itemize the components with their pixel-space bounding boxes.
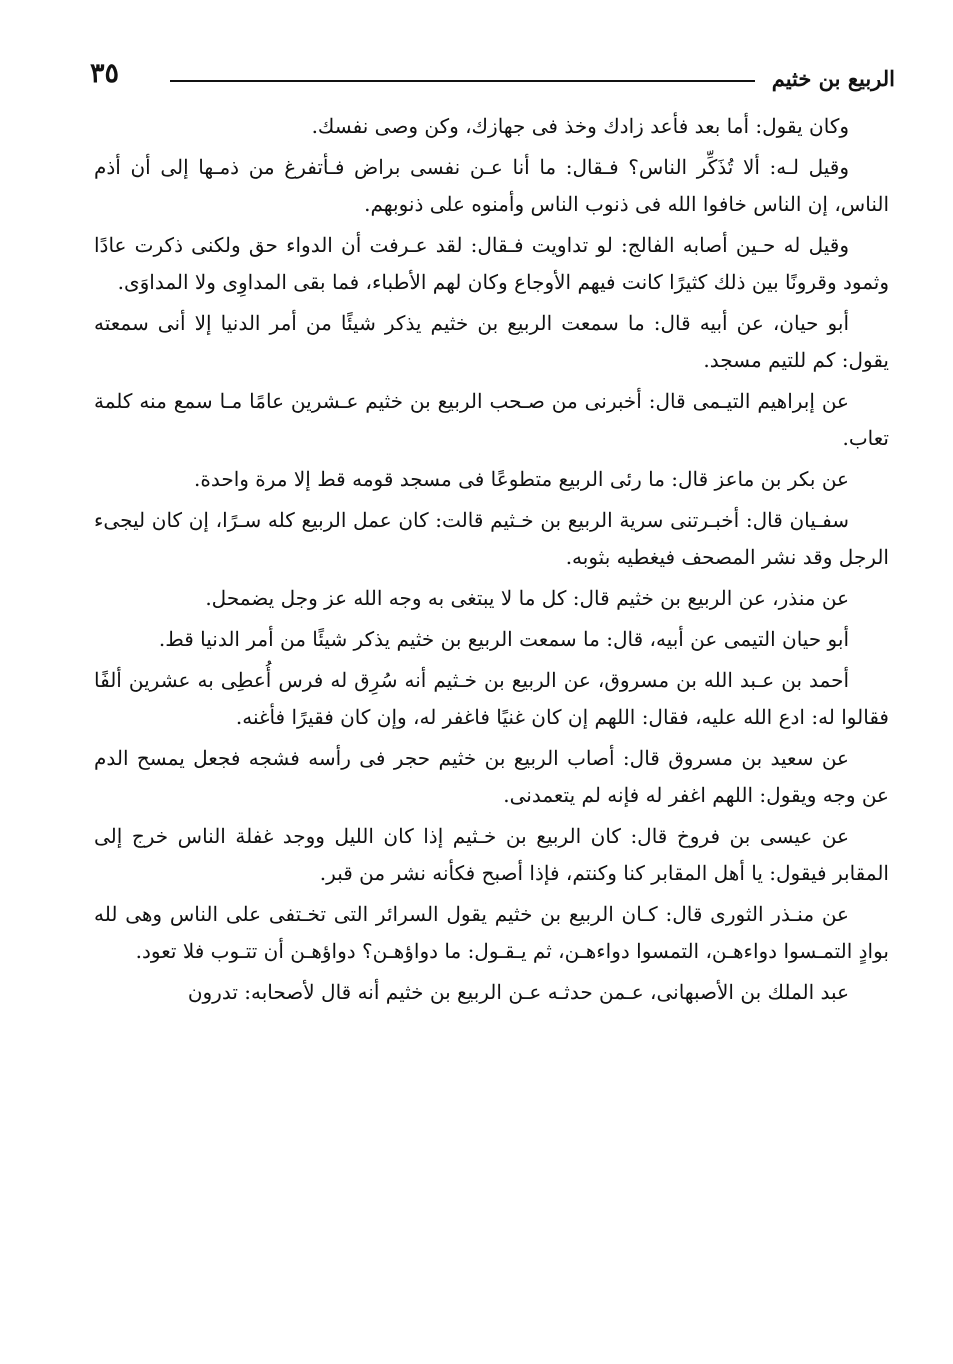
paragraph: أبو حيان التيمى عن أبيه، قال: ما سمعت الربيع بن خثيم يذكر شيئًا من أمر الدنيا قط. (158, 627, 849, 651)
paragraph: وقيل له حـين أصابه الفالج: لو تداويت فـقال: لقد عـرفت أن الدواء حق ولكنى ذكرت عادًا وثمود وقرونًا بين ذلك كثيرًا كانت فيهم الأوجاع وكان لهم الأطباء، فما بقى المداوِى ولا المداوَى. (94, 233, 889, 294)
paragraph: أحمد بن عـبد الله بن مسروق، عن الربيع بن خـثيم أنه سُرِق له فرس أُعطِى به عشرين ألفًا فقالوا له: ادع الله عليه، فقال: اللهم إن كان غنيًا فاغفر له، وإن كان فقيرًا فأغنه. (94, 668, 889, 729)
paragraph: أبو حيان، عن أبيه قال: ما سمعت الربيع بن خثيم يذكر شيئًا من أمر الدنيا إلا أنى سمعته يقول: كم للتيم مسجد. (94, 311, 889, 372)
paragraph: عن بكر بن ماعز قال: ما رئى الربيع متطوعًا فى مسجد قومه قط إلا مرة واحدة. (194, 467, 849, 491)
running-title: الربيع بن خثيم (771, 66, 895, 91)
page-number: ٣٥ (90, 58, 120, 89)
paragraph: عن إبراهيم التيـمى قال: أخبرنى من صـحب الربيع بن خثيم عـشرين عامًا مـا سمع منه كلمة تعاب. (94, 389, 889, 450)
paragraph: وقيل لـه: ألا تُذَكِّر الناس؟ فـقال: ما أنا عـن نفسى براض فـأتفرغ من ذمـها إلى أن أذم الناس، إن الناس خافوا الله فى ذنوب الناس وأمنوه على ذنوبهم. (94, 155, 889, 216)
page-body (94, 108, 889, 1248)
paragraph: وكان يقول: أما بعد فأعد زادك وخذ فى جهازك، وكن وصى نفسك. (311, 114, 849, 138)
paragraph: عبد الملك بن الأصبهانى، عـمن حدثـه عـن الربيع بن خثيم أنه قال لأصحابه: تدرون (187, 980, 849, 1004)
page-header (90, 58, 895, 98)
paragraph: عن منذر، عن الربيع بن خثيم قال: كل ما لا يبتغى به وجه الله عز وجل يضمحل. (205, 586, 849, 610)
paragraph: سفـيان قال: أخبـرتنى سرية الربيع بن خـثيم قالت: كان عمل الربيع كله سـرًا، إن كان ليجىء الرجل وقد نشر المصحف فيغطيه بثوبه. (94, 508, 889, 569)
paragraph: عن منـذر الثورى قال: كـان الربيع بن خثيم يقول السرائر التى تخـتفى على الناس وهى لله بوادٍ التمـسوا دواءهـن، التمسوا دواءهـن، ثم يـقـول: ما دواؤهـن؟ دواؤهـن أن تتـوب فلا تعود. (94, 902, 889, 963)
header-rule (170, 80, 755, 82)
paragraph: عن عيسى بن فروخ قال: كان الربيع بن خـثيم إذا كان الليل ووجد غفلة الناس خرج إلى المقابر فيقول: يا أهل المقابر كنا وكنتم، فإذا أصبح فكأنه نشر من قبر. (94, 824, 889, 885)
paragraph: عن سعيد بن مسروق قال: أصاب الربيع بن خثيم حجر فى رأسه فشجه فجعل يمسح الدم عن وجه ويقول: اللهم اغفر له فإنه لم يتعمدنى. (94, 746, 889, 807)
